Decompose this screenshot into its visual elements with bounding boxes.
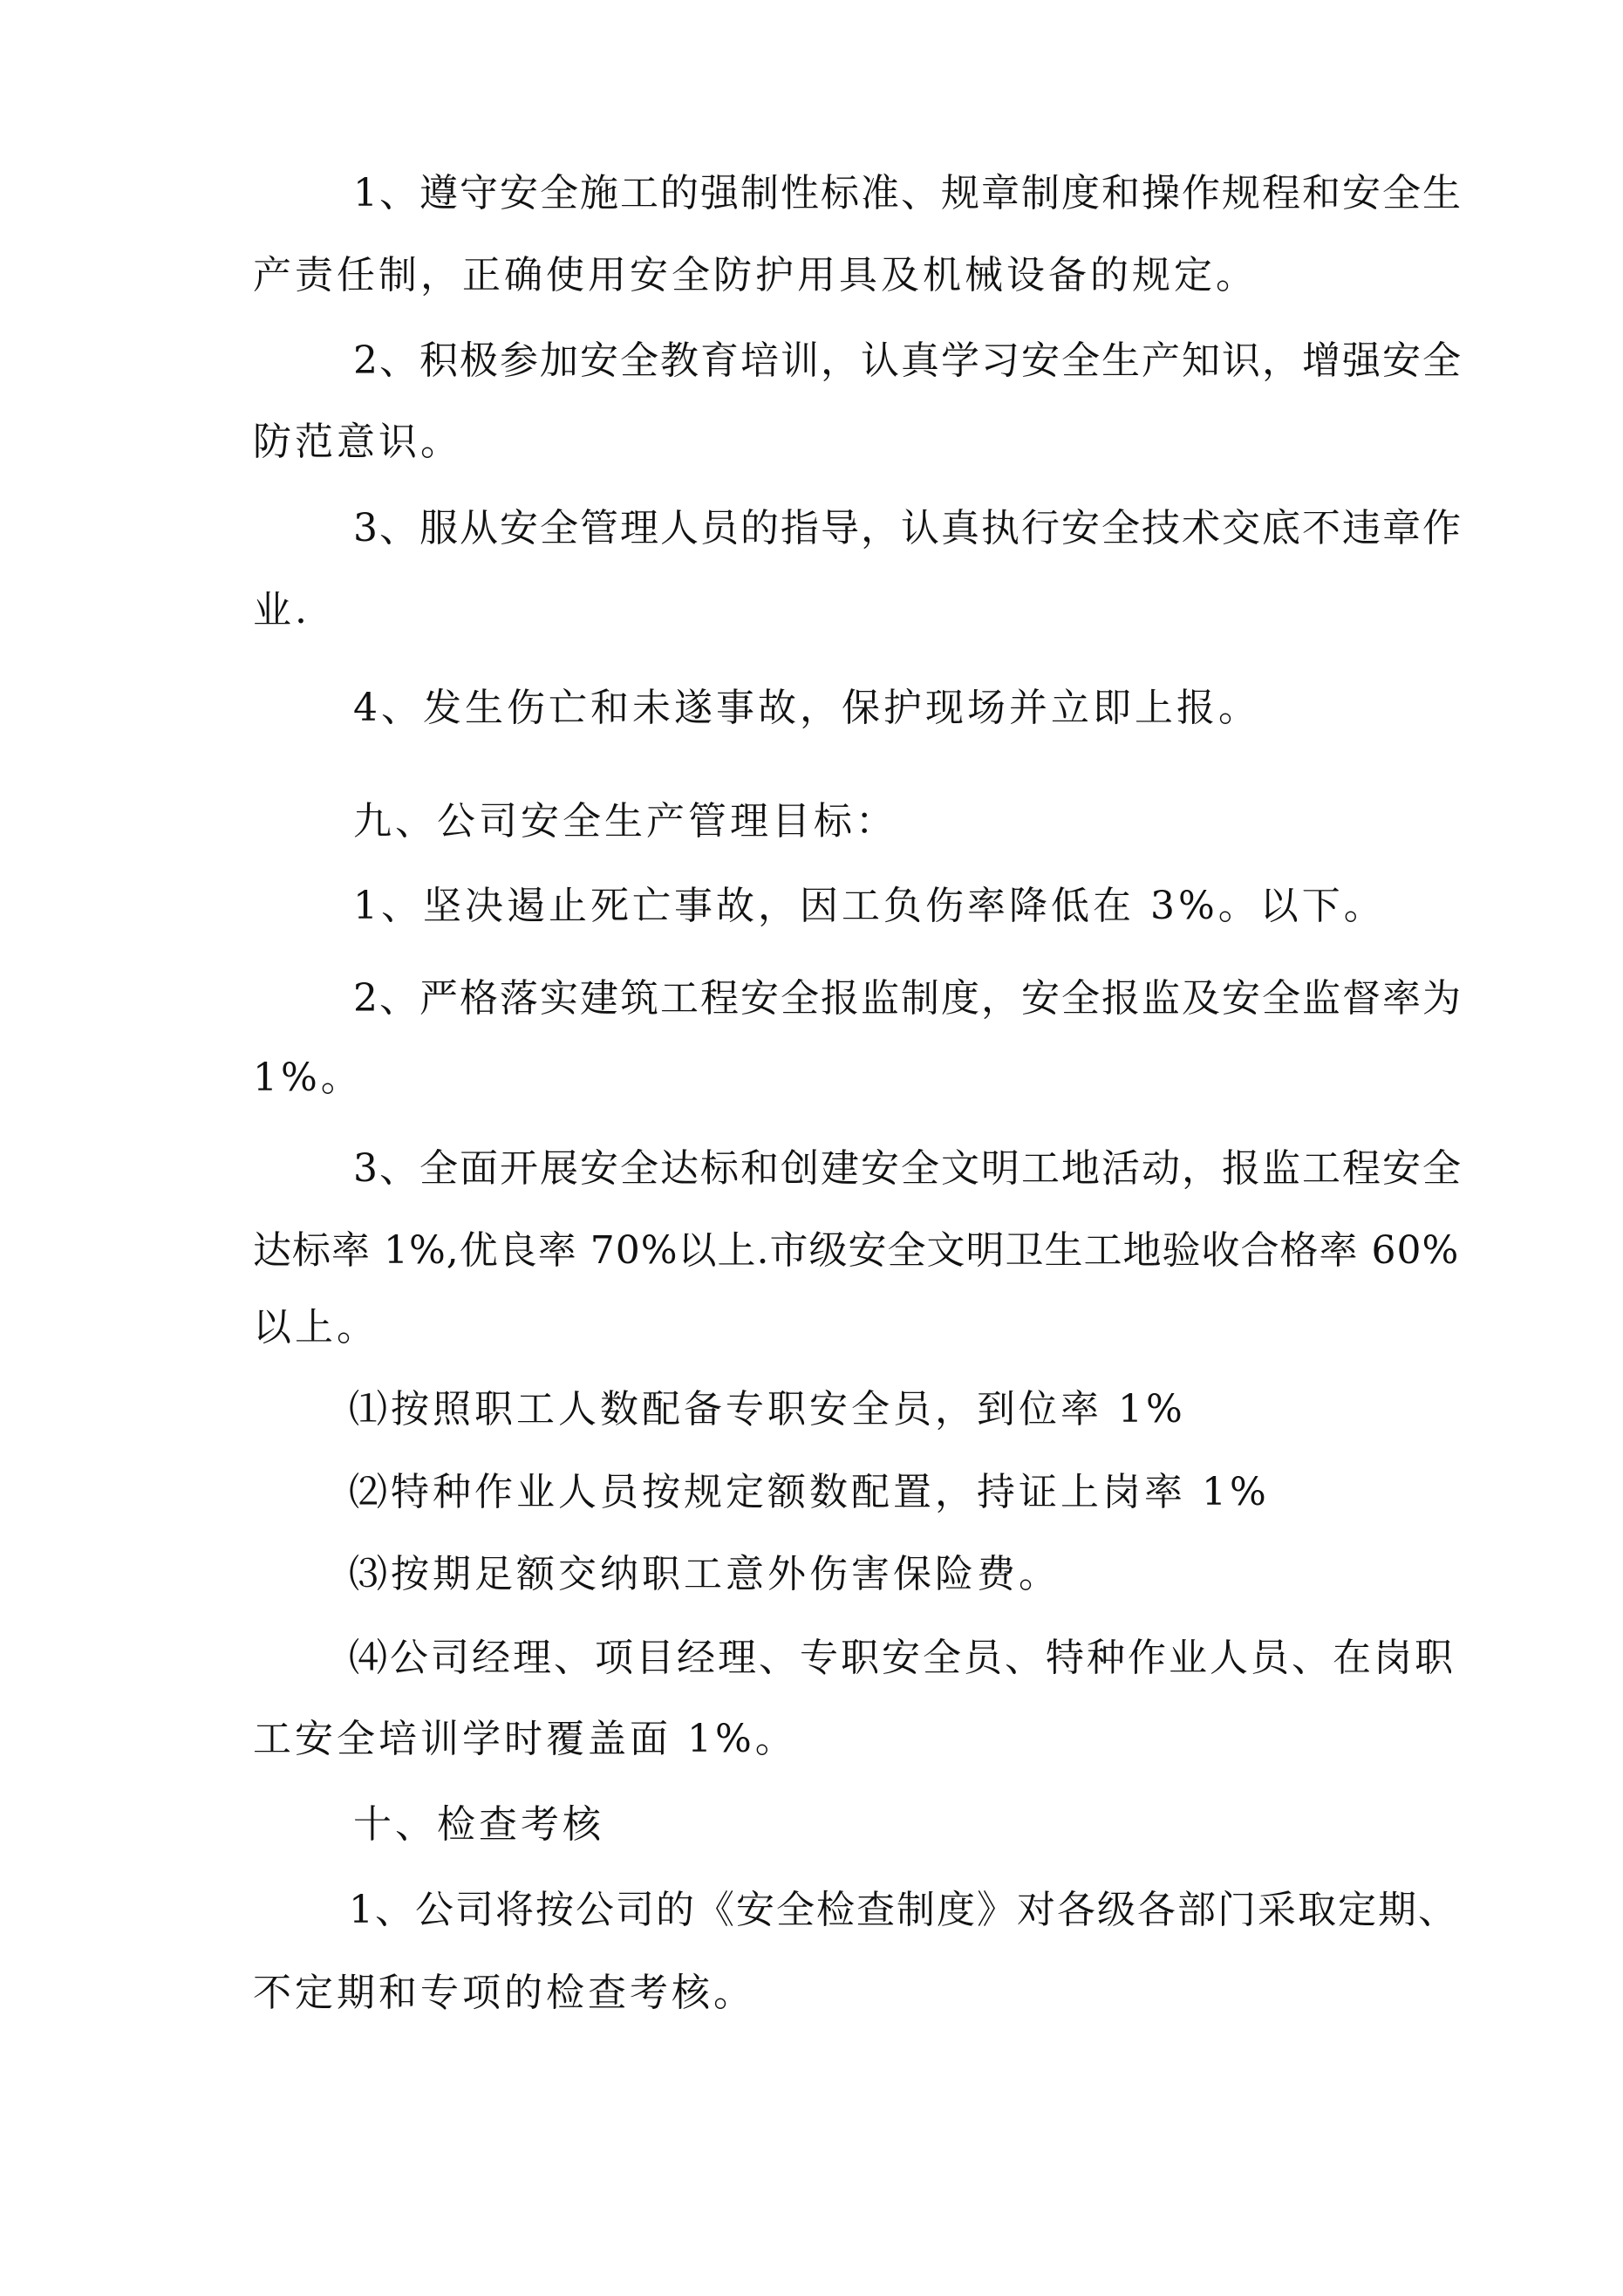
paragraph-line: 3、全面开展安全达标和创建安全文明工地活动，报监工程安全 xyxy=(353,1146,1463,1191)
list-item: ⑴按照职工人数配备专职安全员，到位率 1% xyxy=(349,1387,1186,1432)
section-heading: 十、检查考核 xyxy=(353,1802,604,1847)
list-item: ⑷公司经理、项目经理、专职安全员、特种作业人员、在岗职 xyxy=(349,1636,1456,1680)
paragraph-line: 达标率 1%,优良率 70%以上.市级安全文明卫生工地验收合格率 60% xyxy=(253,1228,1460,1273)
list-item: ⑵特种作业人员按规定额数配置，持证上岗率 1% xyxy=(349,1470,1270,1514)
paragraph-line: 防范意识。 xyxy=(253,420,462,464)
paragraph-line: 产责任制，正确使用安全防护用具及机械设备的规定。 xyxy=(253,253,1258,297)
paragraph-line: 2、积极参加安全教育培训，认真学习安全生产知识，增强安全 xyxy=(353,338,1463,383)
paragraph-line: 1、坚决遏止死亡事故，因工负伤率降低在 3%。以下。 xyxy=(353,884,1386,928)
paragraph-line: 业. xyxy=(253,588,310,632)
section-heading: 九、公司安全生产管理目标： xyxy=(353,799,897,844)
list-item: ⑶按期足额交纳职工意外伤害保险费。 xyxy=(349,1552,1060,1596)
paragraph-line: 1%。 xyxy=(253,1056,363,1100)
paragraph-line: 1、公司将按公司的《安全检查制度》对各级各部门采取定期、 xyxy=(349,1888,1458,1932)
paragraph-line: 2、严格落实建筑工程安全报监制度，安全报监及安全监督率为 xyxy=(353,976,1463,1021)
paragraph-line: 不定期和专项的检查考核。 xyxy=(253,1971,755,2015)
paragraph-line: 以上。 xyxy=(253,1305,378,1350)
paragraph-line: 3、服从安全管理人员的指导，认真执行安全技术交底不违章作 xyxy=(353,506,1463,550)
paragraph-line: 4、发生伤亡和未遂事故，保护现场并立即上报。 xyxy=(353,686,1260,730)
paragraph-line: 1、遵守安全施工的强制性标准、规章制度和操作规程和安全生 xyxy=(353,171,1463,215)
paragraph-line: 工安全培训学时覆盖面 1%。 xyxy=(253,1717,797,1761)
